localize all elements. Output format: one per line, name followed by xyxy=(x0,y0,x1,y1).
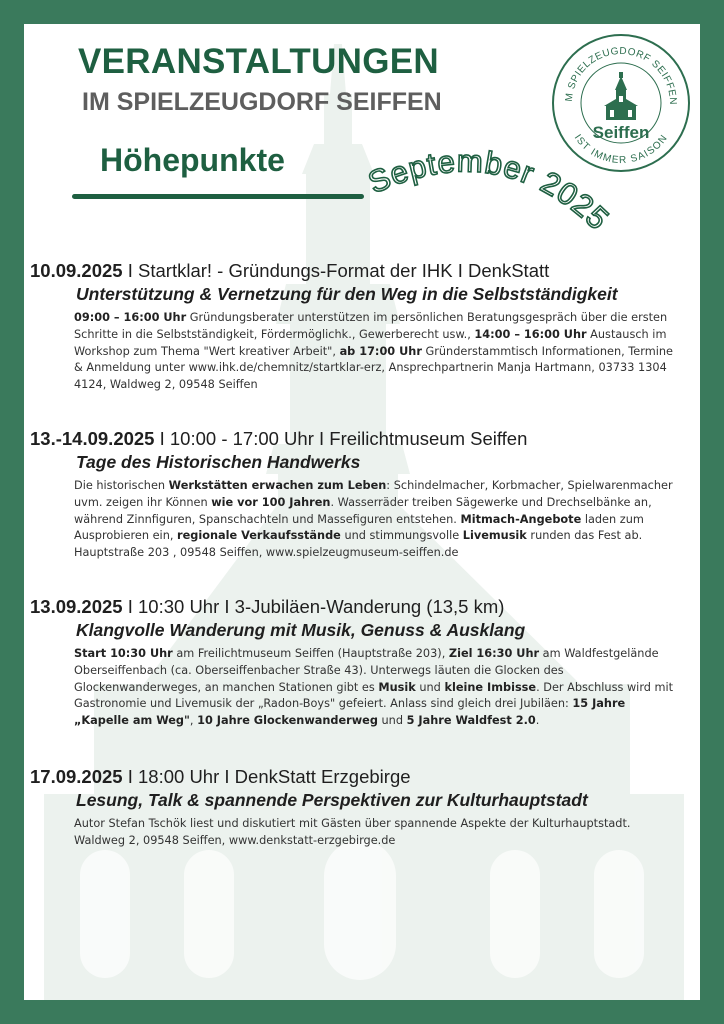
description-run: 14:00 – 16:00 Uhr xyxy=(474,327,587,341)
description-run: 5 Jahre Waldfest 2.0 xyxy=(406,714,536,728)
description-run: . Wasserräder treiben Sägewerke und Drechselbänke an, während Zinnfiguren, Spanschachteln und Massefiguren entstehen. xyxy=(74,495,652,526)
event-date: 17.09.2025 xyxy=(30,766,123,787)
event-description xyxy=(74,310,674,394)
event-info: I 10:30 Uhr I 3-Jubiläen-Wanderung (13,5 km) xyxy=(127,596,505,617)
title-line2: IM SPIELZEUGDORF SEIFFEN xyxy=(82,88,442,116)
description-run: 15 Jahre „Kapelle am Weg" xyxy=(74,697,626,728)
description-run: Ziel 16:30 Uhr xyxy=(448,647,540,660)
description-run: und xyxy=(377,714,407,728)
event-description xyxy=(74,816,674,850)
event-subtitle: Tage des Historischen Handwerks xyxy=(76,452,361,472)
highlights-heading: Höhepunkte xyxy=(100,142,285,178)
description-run: wie vor 100 Jahren xyxy=(211,495,331,509)
month-label: September 2025 xyxy=(363,143,617,238)
description-run: Mitmach-Angebote xyxy=(460,512,582,526)
description-run: Gründerstammtisch Informationen, Termine & Anmeldung unter www.ihk.de/chemnitz/startklar-erz, Ansprechpartnerin Manja Hartmann, 03733 1304 4124, Waldweg 2, 09548 Seiffen xyxy=(74,344,673,392)
description-run: Livemusik xyxy=(462,529,527,543)
description-run: runden das Fest ab. Hauptstraße 203 , 09548 Seiffen, www.spielzeugmuseum-seiffen.de xyxy=(74,529,643,560)
description-run: am Waldfestgelände Oberseiffenbach (ca. Oberseiffenbacher Straße 43). Unterwegs läuten die Glocken des Glockenwanderweges, an manchen Stationen gibt es xyxy=(74,647,659,694)
description-run: . Der Abschluss wird mit Gastronomie und Livemusik der „Radon-Boys" gefeiert. Anlass sind gleich drei Jubiläen: xyxy=(74,680,674,711)
description-run: ab 17:00 Uhr xyxy=(339,344,422,358)
event-description xyxy=(74,478,674,562)
seal-ring-top: M SPIELZEUGDORF SEIFFEN xyxy=(563,45,679,106)
event-date: 13.09.2025 xyxy=(30,596,123,617)
event-header xyxy=(30,260,549,282)
seiffen-seal-logo xyxy=(550,32,692,174)
description-run: Die historischen xyxy=(74,479,169,492)
description-run: 10 Jahre Glockenwanderweg xyxy=(197,714,378,728)
description-run: Austausch im Workshop zum Thema "Wert kreativer Arbeit", xyxy=(74,327,667,358)
title-line1: VERANSTALTUNGEN xyxy=(78,42,439,81)
event-info: I 10:00 - 17:00 Uhr I Freilichtmuseum Seiffen xyxy=(159,428,528,449)
event-description xyxy=(74,646,674,730)
event-date: 13.-14.09.2025 xyxy=(30,428,155,449)
event-date: 10.09.2025 xyxy=(30,260,123,281)
description-run: kleine Imbisse xyxy=(444,680,537,694)
description-run: laden zum Ausprobieren ein, xyxy=(74,512,644,543)
event-header xyxy=(30,766,411,788)
description-run: und xyxy=(415,680,445,694)
event-subtitle: Klangvolle Wanderung mit Musik, Genuss & Ausklang xyxy=(76,620,526,640)
description-run: 09:00 – 16:00 Uhr xyxy=(74,311,187,324)
description-run: am Freilichtmuseum Seiffen (Hauptstraße 203), xyxy=(172,647,449,660)
description-run: Autor Stefan Tschök liest und diskutiert mit Gästen über spannende Aspekte der Kulturhauptstadt. Waldweg 2, 09548 Seiffen, www.denkstatt-erzgebirge.de xyxy=(74,817,631,847)
event-subtitle: Unterstützung & Vernetzung für den Weg in die Selbstständigkeit xyxy=(76,284,618,304)
description-run: . xyxy=(535,714,540,728)
seal-brand: Seiffen xyxy=(592,123,650,142)
event-info: I 18:00 Uhr I DenkStatt Erzgebirge xyxy=(127,766,411,787)
description-run: , xyxy=(189,714,198,728)
event-subtitle: Lesung, Talk & spannende Perspektiven zur Kulturhauptstadt xyxy=(76,790,588,810)
heading-underline xyxy=(72,194,364,199)
description-run: Start 10:30 Uhr xyxy=(74,647,173,660)
description-run: Werkstätten erwachen zum Leben xyxy=(168,479,387,492)
description-run: und stimmungsvolle xyxy=(340,529,463,543)
description-run: regionale Verkaufsstände xyxy=(177,529,341,543)
description-run: : Schindelmacher, Korbmacher, Spielwarenmacher uvm. zeigen ihr Können xyxy=(74,479,673,509)
description-run: Gründungsberater unterstützen im persönlichen Beratungsgespräch über die ersten Schritte in die Selbstständigkeit, Fördermöglichk., Gewerberecht usw., xyxy=(74,311,668,341)
poster-sheet xyxy=(24,24,700,1000)
description-run: Musik xyxy=(378,680,416,694)
event-header xyxy=(30,428,527,450)
event-header xyxy=(30,596,504,618)
event-info: I Startklar! - Gründungs-Format der IHK I DenkStatt xyxy=(127,260,550,281)
seal-ring-bottom: IST IMMER SAISON xyxy=(571,132,671,167)
